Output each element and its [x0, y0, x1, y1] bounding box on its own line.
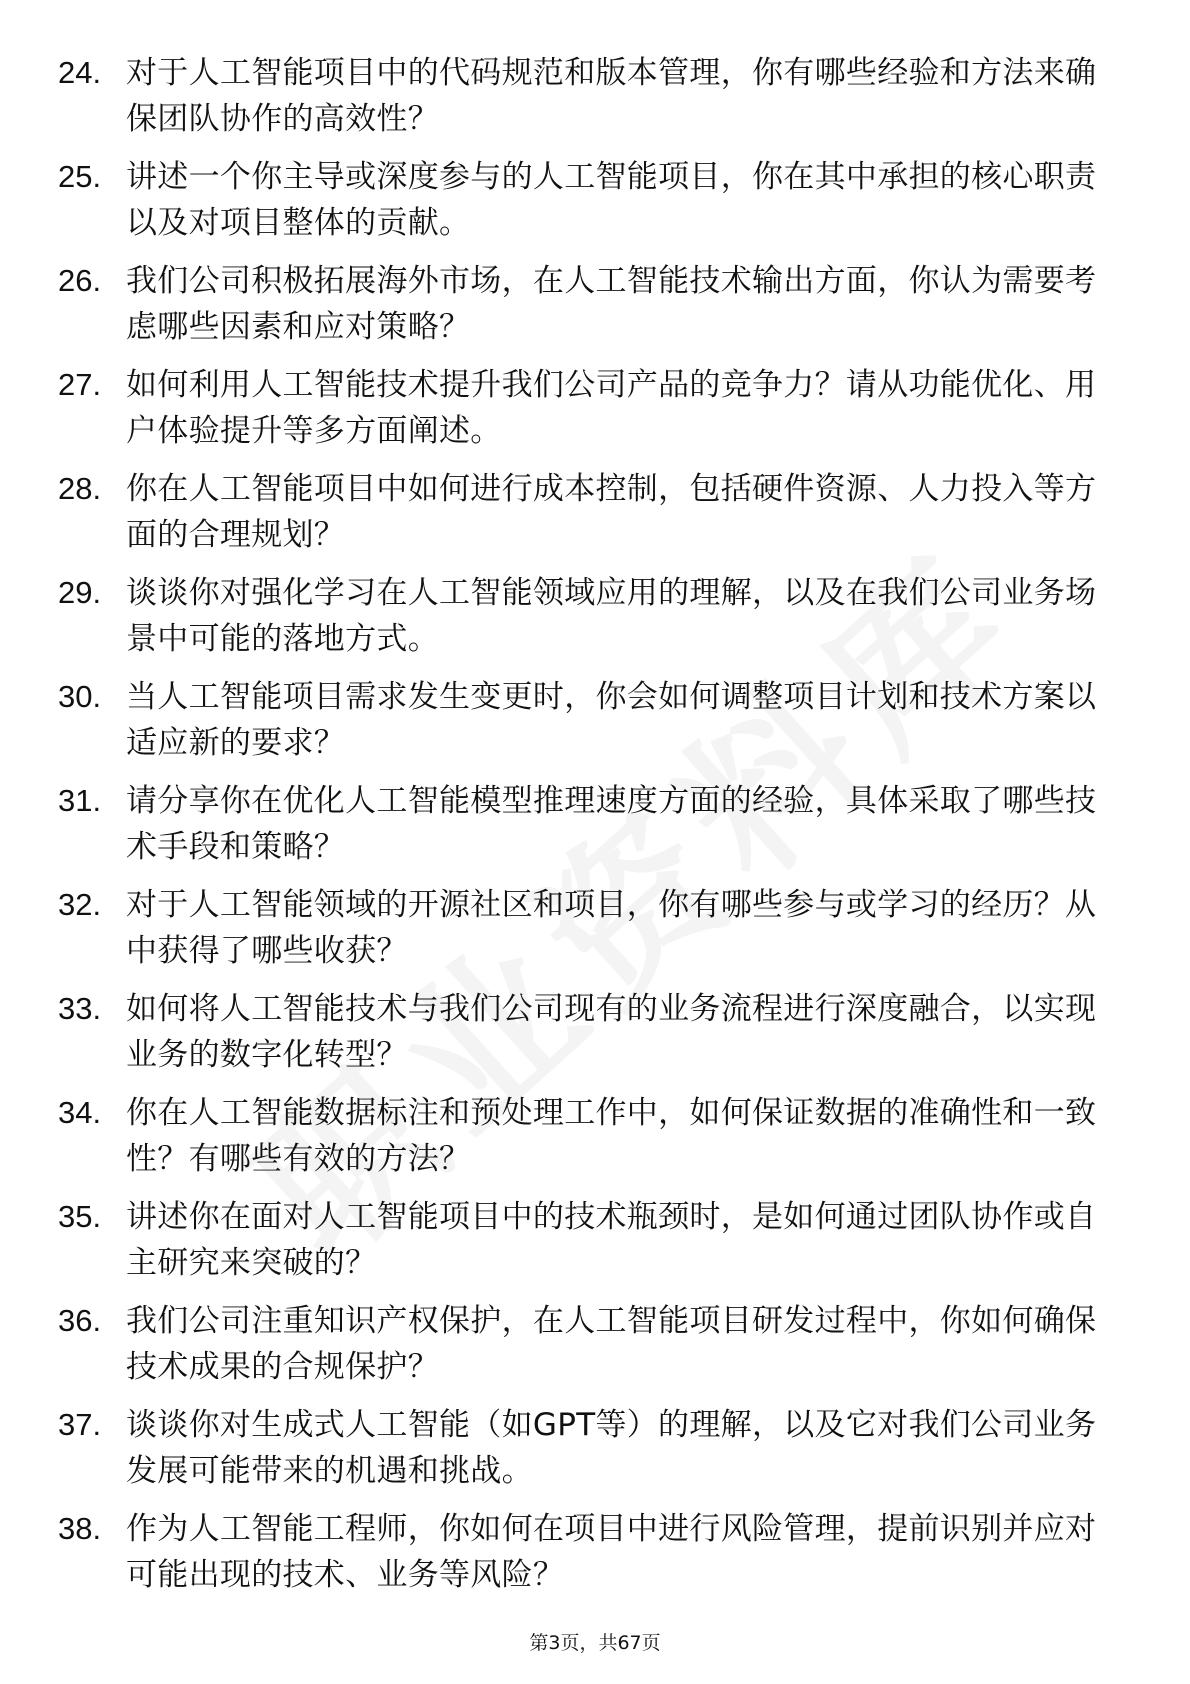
question-number: 25.	[58, 159, 102, 194]
question-list	[58, 50, 1118, 1610]
question-text: 对于人工智能领域的开源社区和项目，你有哪些参与或学习的经历？从中获得了哪些收获？	[126, 887, 1097, 969]
question-number: 27.	[58, 367, 102, 402]
question-item	[58, 986, 1118, 1090]
question-text: 作为人工智能工程师，你如何在项目中进行风险管理，提前识别并应对可能出现的技术、业务等风险？	[126, 1511, 1097, 1593]
question-text: 你在人工智能数据标注和预处理工作中，如何保证数据的准确性和一致性？有哪些有效的方法？	[126, 1095, 1097, 1177]
question-text: 如何将人工智能技术与我们公司现有的业务流程进行深度融合，以实现业务的数字化转型？	[126, 991, 1097, 1073]
question-item	[58, 1506, 1118, 1610]
question-item	[58, 50, 1118, 154]
question-number: 38.	[58, 1511, 102, 1546]
question-number: 34.	[58, 1095, 102, 1130]
question-item	[58, 882, 1118, 986]
question-number: 36.	[58, 1303, 102, 1338]
question-text: 当人工智能项目需求发生变更时，你会如何调整项目计划和技术方案以适应新的要求？	[126, 679, 1097, 761]
question-item	[58, 258, 1118, 362]
question-text: 对于人工智能项目中的代码规范和版本管理，你有哪些经验和方法来确保团队协作的高效性？	[126, 55, 1097, 137]
question-item	[58, 570, 1118, 674]
question-text: 如何利用人工智能技术提升我们公司产品的竞争力？请从功能优化、用户体验提升等多方面阐述。	[126, 367, 1097, 449]
question-item	[58, 1298, 1118, 1402]
question-number: 37.	[58, 1407, 102, 1442]
question-text: 谈谈你对生成式人工智能（如GPT等）的理解，以及它对我们公司业务发展可能带来的机遇和挑战。	[126, 1407, 1097, 1489]
question-text: 你在人工智能项目中如何进行成本控制，包括硬件资源、人力投入等方面的合理规划？	[126, 471, 1097, 553]
question-number: 28.	[58, 471, 102, 506]
question-item	[58, 154, 1118, 258]
question-text: 讲述你在面对人工智能项目中的技术瓶颈时，是如何通过团队协作或自主研究来突破的？	[126, 1199, 1097, 1281]
question-number: 26.	[58, 263, 102, 298]
question-number: 33.	[58, 991, 102, 1026]
question-text: 谈谈你对强化学习在人工智能领域应用的理解，以及在我们公司业务场景中可能的落地方式。	[126, 575, 1097, 657]
question-number: 32.	[58, 887, 102, 922]
question-number: 24.	[58, 55, 102, 90]
question-item	[58, 1090, 1118, 1194]
question-item	[58, 362, 1118, 466]
question-number: 29.	[58, 575, 102, 610]
question-item	[58, 674, 1118, 778]
page-number-footer: 第3页，共67页	[529, 1632, 661, 1654]
question-item	[58, 1194, 1118, 1298]
question-item	[58, 778, 1118, 882]
question-number: 35.	[58, 1199, 102, 1234]
question-text: 我们公司积极拓展海外市场，在人工智能技术输出方面，你认为需要考虑哪些因素和应对策略？	[126, 263, 1097, 345]
question-text: 我们公司注重知识产权保护，在人工智能项目研发过程中，你如何确保技术成果的合规保护？	[126, 1303, 1097, 1385]
question-text: 请分享你在优化人工智能模型推理速度方面的经验，具体采取了哪些技术手段和策略？	[126, 783, 1097, 865]
question-number: 30.	[58, 679, 102, 714]
question-number: 31.	[58, 783, 102, 818]
question-item	[58, 466, 1118, 570]
question-item	[58, 1402, 1118, 1506]
question-text: 讲述一个你主导或深度参与的人工智能项目，你在其中承担的核心职责以及对项目整体的贡献。	[126, 159, 1097, 241]
